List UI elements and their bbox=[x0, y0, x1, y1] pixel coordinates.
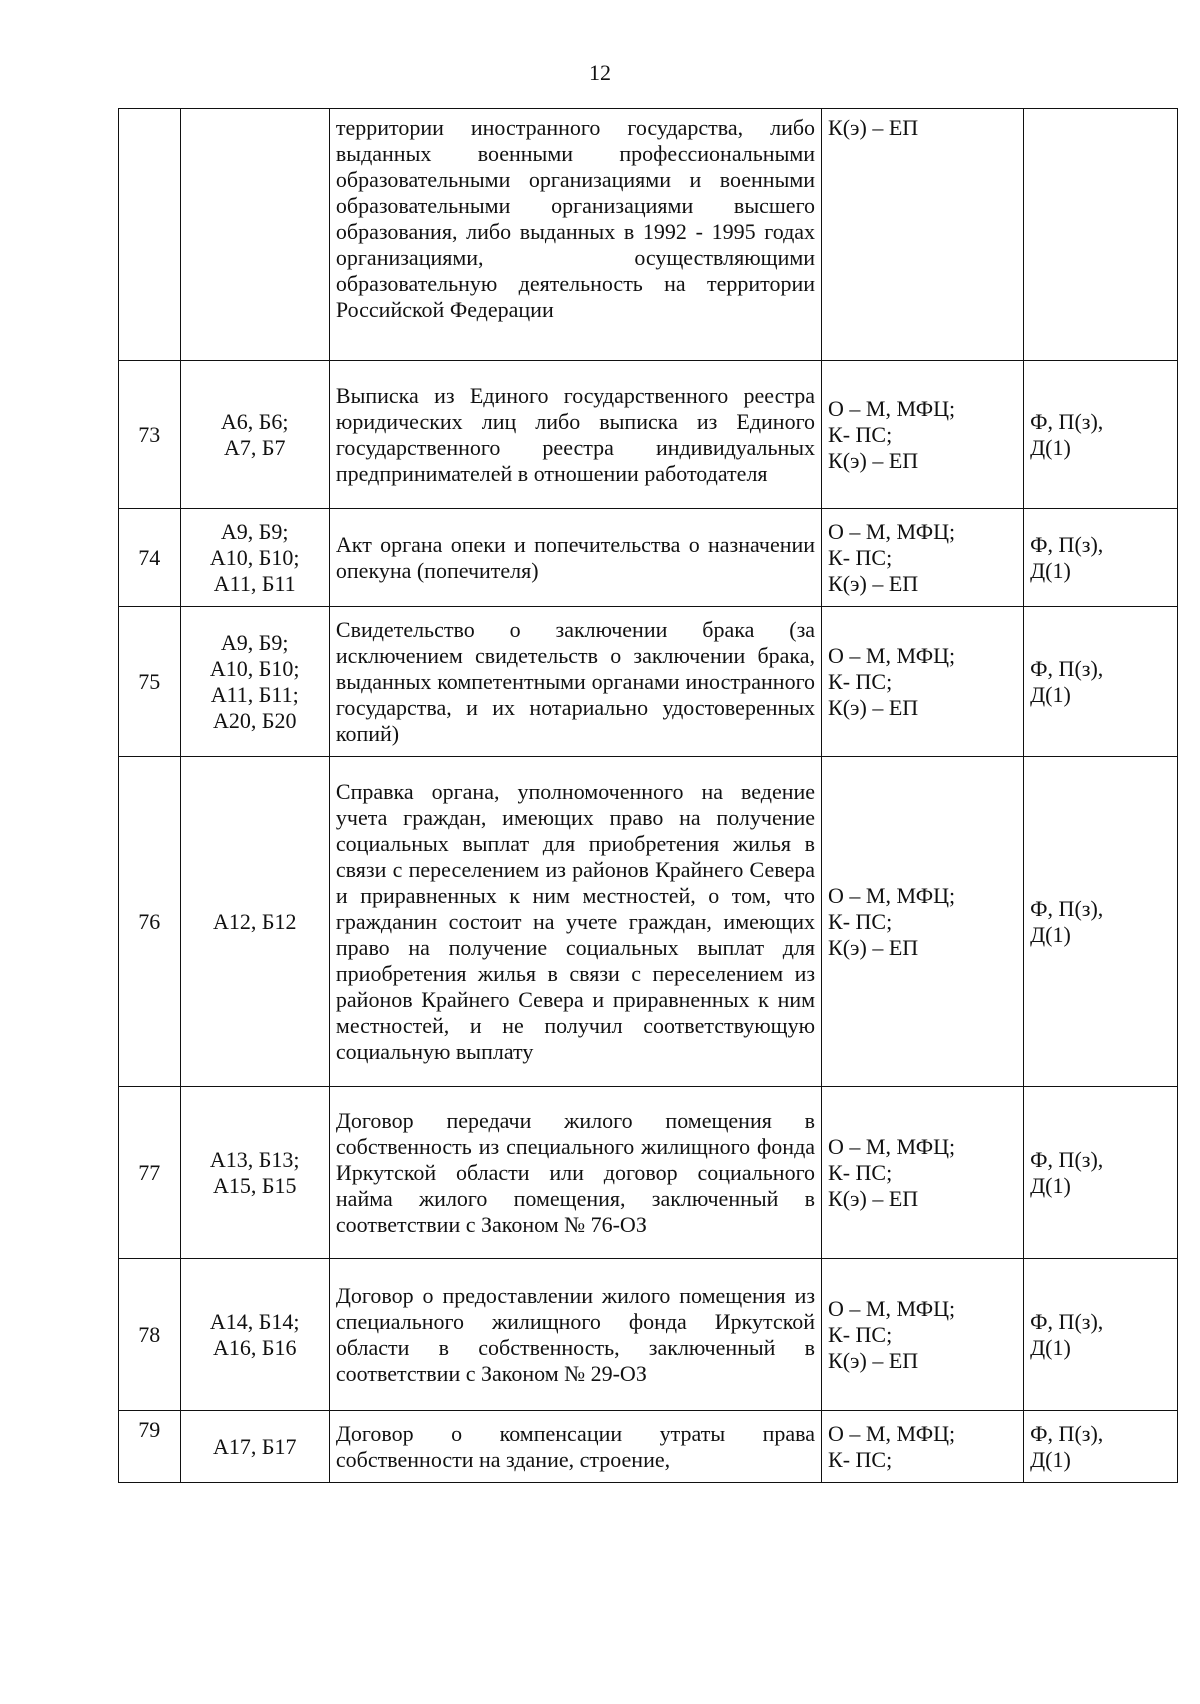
requirements bbox=[1024, 1411, 1178, 1483]
row-codes bbox=[180, 1087, 329, 1259]
form-line: К(э) – ЕП bbox=[828, 115, 919, 140]
row-codes bbox=[180, 509, 329, 607]
row-codes bbox=[180, 109, 329, 361]
row-codes bbox=[180, 1259, 329, 1411]
table-row bbox=[119, 1259, 1178, 1411]
row-number: 76 bbox=[119, 757, 181, 1087]
form-line: К(э) – ЕП bbox=[828, 934, 919, 960]
form-line: О – М, МФЦ; bbox=[828, 1133, 956, 1159]
code-line: А12, Б12 bbox=[212, 908, 297, 934]
submission-forms bbox=[822, 361, 1024, 509]
code-line: А20, Б20 bbox=[212, 707, 297, 733]
code-line: А9, Б9; bbox=[220, 518, 289, 544]
requirement-line: Ф, П(з), bbox=[1030, 895, 1104, 921]
table-row bbox=[119, 1411, 1178, 1483]
code-line: А11, Б11 bbox=[213, 570, 296, 596]
code-line: А16, Б16 bbox=[212, 1334, 297, 1360]
requirements bbox=[1024, 109, 1178, 361]
form-line: О – М, МФЦ; bbox=[828, 1420, 956, 1446]
document-name: Договор передачи жилого помещения в собственность из специального жилищного фонда Иркутской области или договор социального найма жилого помещения, заключенный в соответствии с Законом № 76-ОЗ bbox=[329, 1087, 821, 1259]
code-line: А7, Б7 bbox=[223, 434, 286, 460]
code-line: А14, Б14; bbox=[209, 1308, 300, 1334]
submission-forms bbox=[822, 1087, 1024, 1259]
code-line: А6, Б6; bbox=[220, 408, 289, 434]
form-line: К(э) – ЕП bbox=[828, 1185, 919, 1211]
row-codes bbox=[180, 361, 329, 509]
code-line: А10, Б10; bbox=[209, 655, 300, 681]
requirement-line: Д(1) bbox=[1030, 1446, 1071, 1472]
code-line: А11, Б11; bbox=[210, 681, 299, 707]
form-line: К- ПС; bbox=[828, 421, 893, 447]
table-row bbox=[119, 1087, 1178, 1259]
form-line: О – М, МФЦ; bbox=[828, 518, 956, 544]
row-number: 75 bbox=[119, 607, 181, 757]
form-line: О – М, МФЦ; bbox=[828, 395, 956, 421]
row-number: 79 bbox=[119, 1411, 181, 1483]
requirements bbox=[1024, 1087, 1178, 1259]
form-line: К(э) – ЕП bbox=[828, 570, 919, 596]
row-number: 73 bbox=[119, 361, 181, 509]
table-row bbox=[119, 757, 1178, 1087]
code-line: А17, Б17 bbox=[212, 1433, 297, 1459]
table-row bbox=[119, 509, 1178, 607]
submission-forms bbox=[822, 607, 1024, 757]
document-name: Договор о компенсации утраты права собственности на здание, строение, bbox=[329, 1411, 821, 1483]
row-number: 77 bbox=[119, 1087, 181, 1259]
requirement-line: Д(1) bbox=[1030, 681, 1071, 707]
form-line: К(э) – ЕП bbox=[828, 1347, 919, 1373]
requirement-line: Ф, П(з), bbox=[1030, 1420, 1104, 1446]
code-line: А15, Б15 bbox=[212, 1172, 297, 1198]
form-line: К(э) – ЕП bbox=[828, 694, 919, 720]
form-line: К- ПС; bbox=[828, 908, 893, 934]
row-codes bbox=[180, 757, 329, 1087]
code-line: А13, Б13; bbox=[209, 1146, 300, 1172]
document-name: Справка органа, уполномоченного на ведение учета граждан, имеющих право на получение социальных выплат для приобретения жилья в связи с переселением из районов Крайнего Севера и приравненных к ним местностей, о том, что гражданин состоит на учете граждан, имеющих право на получение социальных выплат для приобретения жилья в связи с переселением из районов Крайнего Севера и приравненных к ним местностей, и не получил соответствующую социальную выплату bbox=[329, 757, 821, 1087]
row-number bbox=[119, 109, 181, 361]
requirement-line: Ф, П(з), bbox=[1030, 1308, 1104, 1334]
submission-forms bbox=[822, 509, 1024, 607]
requirement-line: Ф, П(з), bbox=[1030, 655, 1104, 681]
requirements bbox=[1024, 361, 1178, 509]
row-codes bbox=[180, 607, 329, 757]
form-line: К- ПС; bbox=[828, 1321, 893, 1347]
requirement-line: Ф, П(з), bbox=[1030, 408, 1104, 434]
requirements bbox=[1024, 1259, 1178, 1411]
document-name: Акт органа опеки и попечительства о назначении опекуна (попечителя) bbox=[329, 509, 821, 607]
code-line: А9, Б9; bbox=[220, 629, 289, 655]
document-name: территории иностранного государства, либо выданных военными профессиональными образовательными организациями и военными образовательными организациями высшего образования, либо выданных в 1992 - 1995 годах организациями, осуществляющими образовательную деятельность на территории Российской Федерации bbox=[329, 109, 821, 361]
requirement-line: Ф, П(з), bbox=[1030, 531, 1104, 557]
form-line: К(э) – ЕП bbox=[828, 447, 919, 473]
requirement-line: Ф, П(з), bbox=[1030, 1146, 1104, 1172]
page-number: 12 bbox=[589, 60, 611, 85]
requirement-line: Д(1) bbox=[1030, 434, 1071, 460]
submission-forms bbox=[822, 757, 1024, 1087]
document-name: Свидетельство о заключении брака (за исключением свидетельств о заключении брака, выданных компетентными органами иностранного государства, и их нотариально удостоверенных копий) bbox=[329, 607, 821, 757]
submission-forms bbox=[822, 109, 1024, 361]
submission-forms bbox=[822, 1259, 1024, 1411]
table-row bbox=[119, 361, 1178, 509]
document-name: Выписка из Единого государственного реестра юридических лиц либо выписка из Единого государственного реестра индивидуальных предпринимателей в отношении работодателя bbox=[329, 361, 821, 509]
form-line: К- ПС; bbox=[828, 544, 893, 570]
table-row bbox=[119, 607, 1178, 757]
document-name: Договор о предоставлении жилого помещения из специального жилищного фонда Иркутской области в собственность, заключенный в соответствии с Законом № 29-ОЗ bbox=[329, 1259, 821, 1411]
requirement-line: Д(1) bbox=[1030, 1172, 1071, 1198]
form-line: О – М, МФЦ; bbox=[828, 642, 956, 668]
form-line: К- ПС; bbox=[828, 668, 893, 694]
row-number: 74 bbox=[119, 509, 181, 607]
requirements bbox=[1024, 757, 1178, 1087]
documents-table bbox=[118, 108, 1178, 1483]
form-line: К- ПС; bbox=[828, 1446, 893, 1472]
row-number: 78 bbox=[119, 1259, 181, 1411]
table-row bbox=[119, 109, 1178, 361]
code-line: А10, Б10; bbox=[209, 544, 300, 570]
form-line: О – М, МФЦ; bbox=[828, 1295, 956, 1321]
submission-forms bbox=[822, 1411, 1024, 1483]
form-line: К- ПС; bbox=[828, 1159, 893, 1185]
requirement-line: Д(1) bbox=[1030, 921, 1071, 947]
row-codes bbox=[180, 1411, 329, 1483]
requirements bbox=[1024, 509, 1178, 607]
requirements bbox=[1024, 607, 1178, 757]
form-line: О – М, МФЦ; bbox=[828, 882, 956, 908]
requirement-line: Д(1) bbox=[1030, 1334, 1071, 1360]
requirement-line: Д(1) bbox=[1030, 557, 1071, 583]
